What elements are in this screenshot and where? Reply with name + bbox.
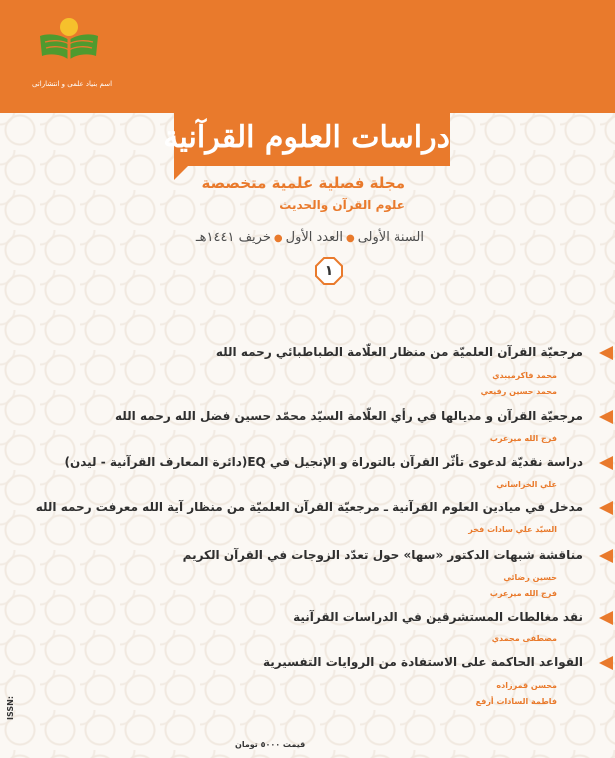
arrow-icon bbox=[599, 456, 613, 470]
article-author: السيّد علي سادات فخر bbox=[468, 525, 557, 534]
article-author: علي الخراساني bbox=[496, 480, 557, 489]
issue-number-text: العدد الأول bbox=[285, 230, 343, 245]
article-title: مرجعيّة القرآن العلميّة من منظار العلّامة الطباطبائي رحمه الله bbox=[215, 345, 583, 359]
journal-field: علوم القرآن والحديث bbox=[279, 198, 405, 212]
dot-separator-icon: ● bbox=[273, 233, 283, 244]
article-author: محسن قمرزاده bbox=[496, 681, 557, 690]
journal-title: دراسات العلوم القرآنية bbox=[163, 120, 450, 155]
article-author: فرج الله میرعرب bbox=[489, 434, 557, 443]
article-author: محمد حسين رفيعي bbox=[480, 387, 557, 396]
dot-separator-icon: ● bbox=[345, 233, 355, 244]
journal-subtitle: مجلة فصلية علمية متخصصة bbox=[201, 174, 405, 192]
arrow-icon bbox=[599, 346, 613, 360]
issue-number: ١ bbox=[324, 263, 334, 279]
article-author: فاطمة السادات أرفع bbox=[475, 697, 557, 706]
article-author: حسين رضائي bbox=[503, 573, 557, 582]
article-title: مدخل في ميادين العلوم القرآنية ـ مرجعيّة القرآن العلميّة من منظار آية الله معرفت رحمه الله bbox=[35, 500, 583, 514]
article-title: القواعد الحاكمة على الاستفادة من الروايات التفسيرية bbox=[263, 655, 583, 669]
issn-label: ISSN: bbox=[6, 695, 15, 720]
price-label: قیمت ٥٠٠٠ تومان bbox=[235, 740, 306, 749]
issue-season: خريف ١٤٤١هـ bbox=[195, 230, 271, 245]
article-title: مرجعيّة القرآن و مديالها في رأي العلّامة السيّد محمّد حسين فضل الله رحمه الله bbox=[114, 409, 583, 423]
article-title: نقد مغالطات المستشرقين في الدراسات القرآنية bbox=[293, 610, 583, 624]
arrow-icon bbox=[599, 656, 613, 670]
article-author: فرج الله میرعرب bbox=[489, 589, 557, 598]
article-title: مناقشة شبهات الدكتور «سها» حول تعدّد الزوجات في القرآن الكريم bbox=[182, 548, 583, 562]
arrow-icon bbox=[599, 549, 613, 563]
article-author: محمد فاكرمیبدي bbox=[492, 371, 557, 380]
article-author: مصطفى محمدي bbox=[491, 634, 557, 643]
arrow-icon bbox=[599, 410, 613, 424]
arrow-icon bbox=[599, 501, 613, 515]
issue-year: السنة الأولى bbox=[357, 230, 424, 245]
article-title: دراسة نقديّة لدعوى تأثّر القرآن بالتوراة و الإنجيل في EQ(دائرة المعارف القرآنية - ليدن) bbox=[64, 455, 583, 469]
logo-caption: اسم بنیاد علمی و انتشاراتی bbox=[31, 80, 113, 88]
arrow-icon bbox=[599, 611, 613, 625]
